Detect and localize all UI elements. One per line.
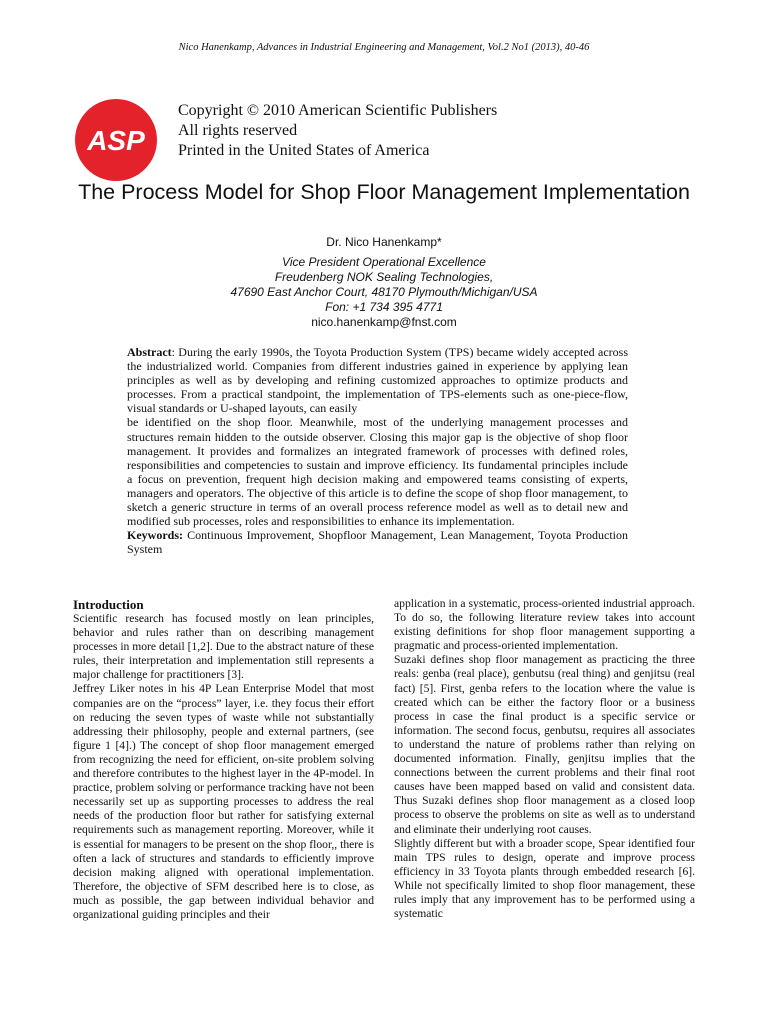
keywords-text: Continuous Improvement, Shopfloor Management, Lean Management, Toyota Production System (127, 528, 628, 557)
rights-line: All rights reserved (178, 122, 298, 139)
asp-logo-text: ASP (87, 125, 145, 156)
paragraph: application in a systematic, process-oriented industrial approach. To do so, the following literature review takes into account existing definitions for shop floor management supporting a pragmatic and process-oriented implementation. (394, 597, 695, 653)
printed-line: Printed in the United States of America (178, 142, 430, 159)
copyright-line: Copyright © 2010 American Scientific Publishers (178, 102, 498, 119)
abstract-text-part-1: : During the early 1990s, the Toyota Production System (TPS) became widely accepted across the industrialized world. Companies from different industries gained in experience by applying lean principles as well as by developing and refining customized approaches to optimize products and processes. From a practical standpoint, the implementation of TPS-elements such as one-piece-flow, visual standards or U-shaped layouts, can easily (127, 345, 628, 416)
abstract-text-part-2: be identified on the shop floor. Meanwhile, most of the underlying management processes and structures remain hidden to the outside observer. Closing this major gap is the objective of shop floor management. It provides and formalizes an integrated framework of processes with defined roles, responsibilities and competencies to sustain and improve efficiency. Its fundamental principles include a focus on prevention, frequent high decision making and empowered teams consisting of experts, managers and operators. The objective of this article is to define the scope of shop floor management, to sketch a generic structure in terms of an overall process reference model as well as to detail new and modified sub processes, roles and responsibilities to enhance its implementation. (127, 415, 628, 529)
affiliation-role: Vice President Operational Excellence (282, 255, 486, 269)
author-affiliation (0, 255, 768, 330)
paragraph: Jeffrey Liker notes in his 4P Lean Enterprise Model that most companies are on the “process” layer, i.e. they focus their effort on reducing the seven types of waste while not substantially addressing their philosophy, people and external partners, (see figure 1 [4].) The concept of shop floor management emerged from recognizing the need for efficient, on-site problem solving and therefore contributes to the highest layer in the 4P-model. In practice, problem solving or performance tracking have not been necessarily set up as supporting processes to address the real needs of the production floor but rather for satisfying external requirements such as management reporting. Moreover, while it is essential for managers to be present on the shop floor,, there is often a lack of structures and standards to efficiently improve decision making aligned with operational implementation. Therefore, the objective of SFM described here is to close, as much as possible, the gap between individual behavior and organizational guiding principles and their (73, 682, 374, 921)
paragraph: Scientific research has focused mostly on lean principles, behavior and rules rather than on describing management processes in more detail [1,2]. Due to the abstract nature of these rules, their interpretation and implementation still represents a major challenge for practitioners [3]. (73, 612, 375, 682)
paragraph: Suzaki defines shop floor management as practicing the three reals: genba (real place), genbutsu (real thing) and genjitsu (real fact) [5]. First, genba refers to the location where the value is created which can be either the factory floor or a business process in case the final product is a specific service or information. The second focus, genbutsu, requires all associates to understand the nature of problems rather than relying on documented information. Finally, genjitsu implies that the connections between the current problems and their final root causes have been mapped based on valid and consistent data. Thus Suzaki defines shop floor management as a closed loop process to observe the problems on site as well as to understand and eliminate their underlying root causes. (394, 653, 695, 836)
abstract-label: Abstract (127, 345, 172, 359)
affiliation-email: nico.hanenkamp@fnst.com (311, 315, 457, 329)
abstract (127, 345, 628, 556)
affiliation-company: Freudenberg NOK Sealing Technologies, (274, 270, 494, 284)
section-heading-introduction: Introduction (73, 597, 144, 612)
paragraph: Slightly different but with a broader scope, Spear identified four main TPS rules to design, operate and improve process efficiency in 33 Toyota plants through embedded research [6]. While not specifically limited to shop floor management, these rules imply that any improvement has to be performed using a systematic (394, 836, 695, 921)
author-name: Dr. Nico Hanenkamp* (326, 235, 442, 249)
affiliation-address: 47690 East Anchor Court, 48170 Plymouth/Michigan/USA (230, 285, 538, 299)
publisher-lines (178, 101, 497, 161)
publisher-notice (70, 86, 500, 178)
left-column (73, 597, 374, 922)
right-column (394, 597, 695, 921)
asp-logo (74, 98, 158, 182)
affiliation-phone: Fon: +1 734 395 4771 (325, 300, 443, 314)
keywords-label: Keywords: (127, 528, 183, 543)
running-head: Nico Hanenkamp, Advances in Industrial Engineering and Management, Vol.2 No1 (2013), 40-46 (178, 42, 590, 53)
paper-title: The Process Model for Shop Floor Management Implementation (78, 180, 690, 204)
